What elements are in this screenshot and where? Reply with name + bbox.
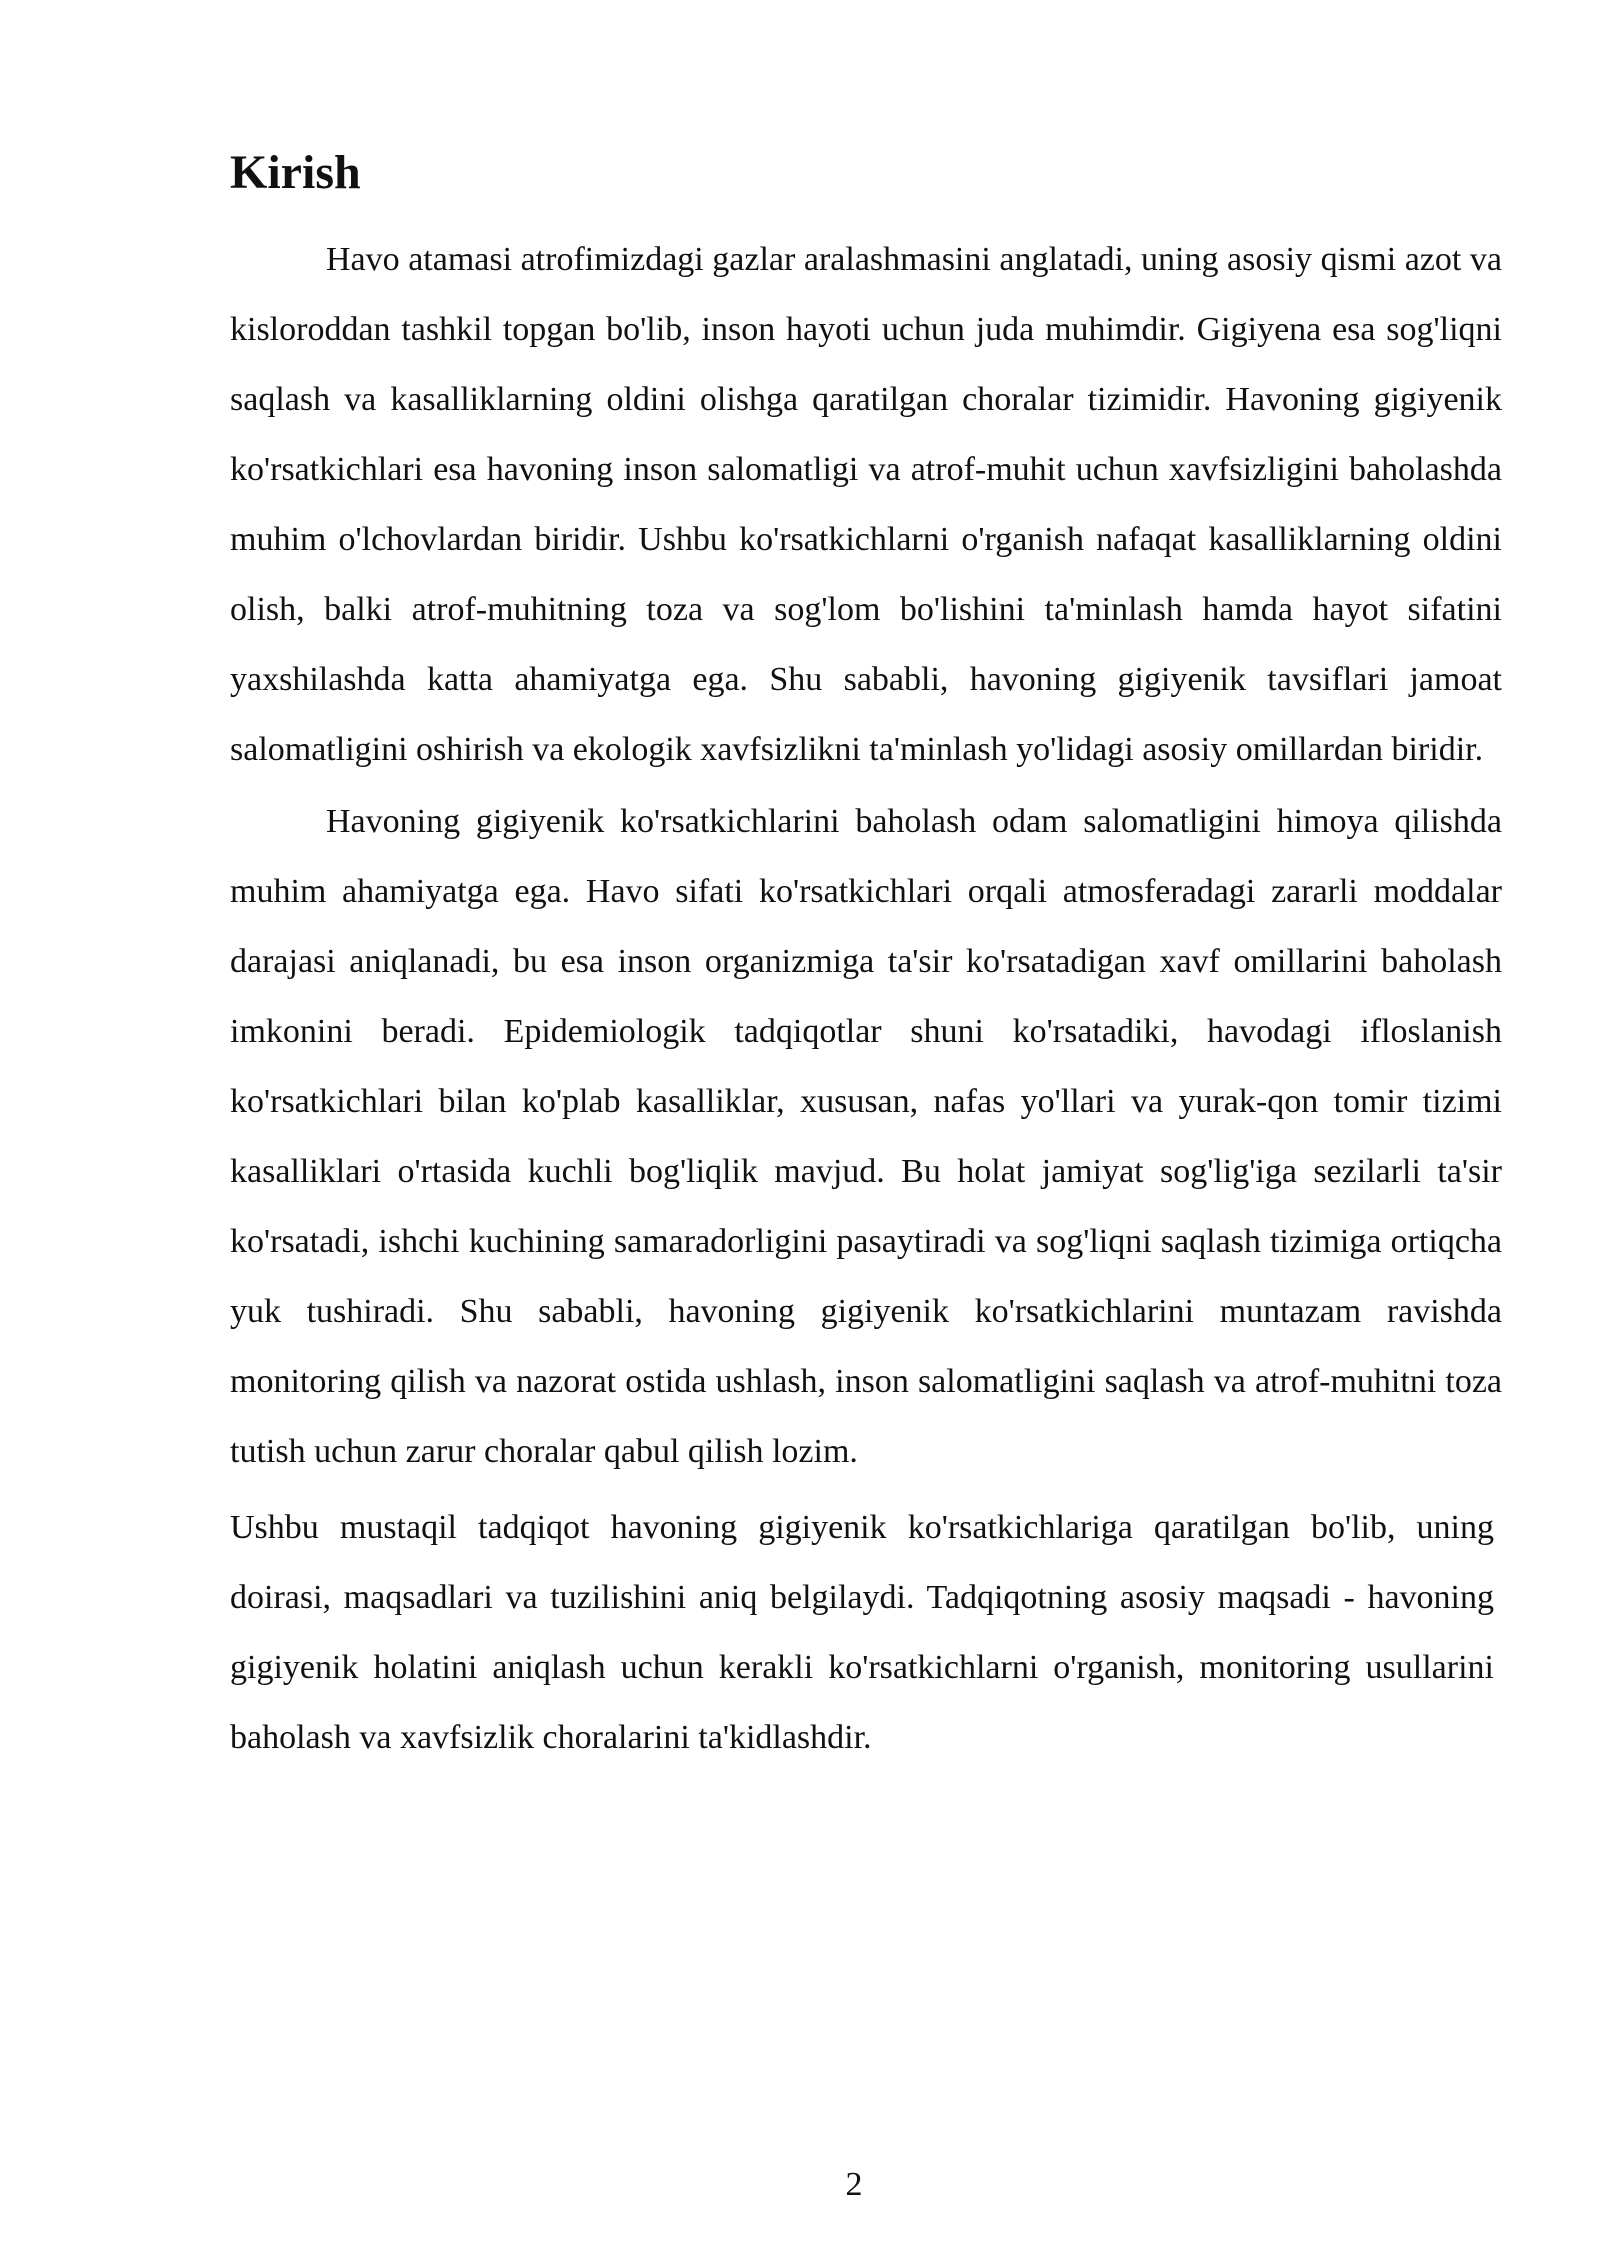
page-number: 2 <box>845 2166 863 2203</box>
paragraph-assessment: Havoning gigiyenik ko'rsatkichlarini baholash odam salomatligini himoya qilishda muhim ahamiyatga ega. Havo sifati ko'rsatkichlari orqali atmosferadagi zararli moddalar darajasi aniqlanadi, bu esa inson organizmiga ta'sir ko'rsatadigan xavf omillarini baholash imkonini beradi. Epidemiologik tadqiqotlar shuni ko'rsatadiki, havodagi ifloslanish ko'rsatkichlari bilan ko'plab kasalliklar, xususan, nafas yo'llari va yurak-qon tomir tizimi kasalliklari o'rtasida kuchli bog'liqlik mavjud. Bu holat jamiyat sog'lig'iga sezilarli ta'sir ko'rsatadi, ishchi kuchining samaradorligini pasaytiradi va sog'liqni saqlash tizimiga ortiqcha yuk tushiradi. Shu sababli, havoning gigiyenik ko'rsatkichlarini muntazam ravishda monitoring qilish va nazorat ostida ushlash, inson salomatligini saqlash va atrof-muhitni toza tutish uchun zarur choralar qabul qilish lozim. <box>230 803 1502 1470</box>
paragraph-research-aim: Ushbu mustaqil tadqiqot havoning gigiyenik ko'rsatkichlariga qaratilgan bo'lib, uning doirasi, maqsadlari va tuzilishini aniq belgilaydi. Tadqiqotning asosiy maqsadi - havoning gigiyenik holatini aniqlash uchun kerakli ko'rsatkichlarni o'rganish, monitoring usullarini baholash va xavfsizlik choralarini ta'kidlashdir. <box>230 1509 1494 1756</box>
section-heading: Kirish <box>230 146 361 199</box>
page-content <box>230 135 1502 1773</box>
paragraph-intro: Havo atamasi atrofimizdagi gazlar aralashmasini anglatadi, uning asosiy qismi azot va kisloroddan tashkil topgan bo'lib, inson hayoti uchun juda muhimdir. Gigiyena esa sog'liqni saqlash va kasalliklarning oldini olishga qaratilgan choralar tizimidir. Havoning gigiyenik ko'rsatkichlari esa havoning inson salomatligi va atrof-muhit uchun xavfsizligini baholashda muhim o'lchovlardan biridir. Ushbu ko'rsatkichlarni o'rganish nafaqat kasalliklarning oldini olish, balki atrof-muhitning toza va sog'lom bo'lishini ta'minlash hamda hayot sifatini yaxshilashda katta ahamiyatga ega. Shu sababli, havoning gigiyenik tavsiflari jamoat salomatligini oshirish va ekologik xavfsizlikni ta'minlash yo'lidagi asosiy omillardan biridir. <box>230 241 1502 768</box>
